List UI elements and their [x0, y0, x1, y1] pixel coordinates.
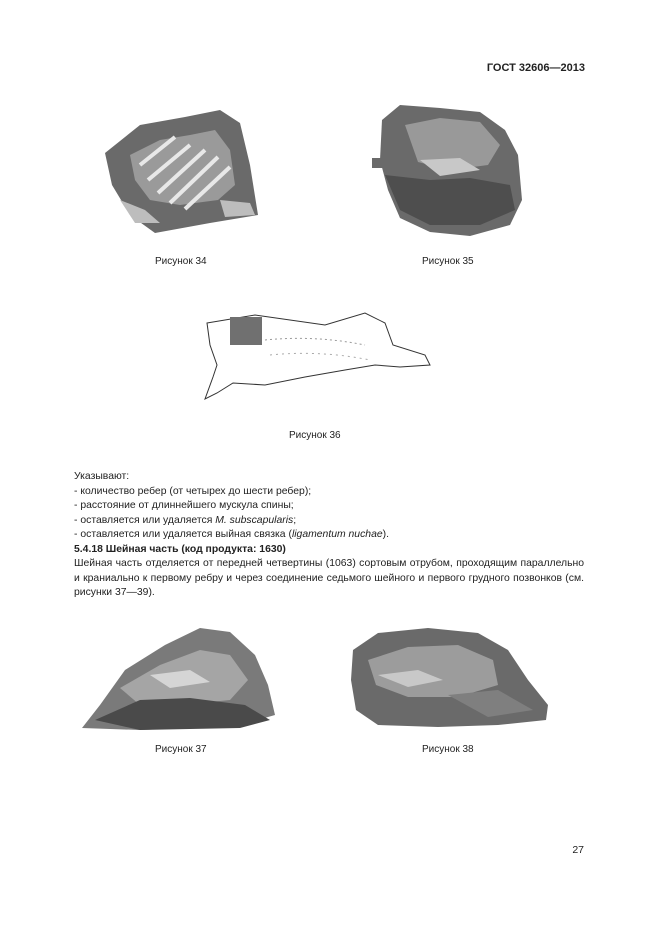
figure-34-caption: Рисунок 34 [155, 256, 207, 267]
list-item: - оставляется или удаляется выйная связка (ligamentum nuchae). [74, 529, 389, 540]
figure-35-caption: Рисунок 35 [422, 256, 474, 267]
figure-36-caption: Рисунок 36 [289, 430, 341, 441]
document-header: ГОСТ 32606—2013 [486, 62, 585, 74]
figure-34-image [100, 105, 265, 240]
list-item: - оставляется или удаляется M. subscapularis; [74, 514, 297, 526]
figure-35-image [370, 100, 525, 240]
figure-36-image [195, 305, 435, 405]
section-paragraph: Шейная часть отделяется от передней четвертины (1063) сортовым отрубом, проходящим параллельно и краниально к первому ребру и через соединение седьмого шейного и первого грудного позвонков (см. рисунки 37—39). [74, 558, 584, 598]
intro-text: Указывают: [74, 471, 130, 482]
figure-37-image [80, 620, 280, 735]
list-item: - расстояние от длиннейшего мускула спины; [74, 500, 294, 511]
body-text [74, 470, 584, 601]
figure-38-caption: Рисунок 38 [422, 744, 474, 755]
figure-38-image [348, 625, 553, 735]
list-item: - количество ребер (от четырех до шести ребер); [74, 485, 312, 497]
figure-37-caption: Рисунок 37 [155, 744, 207, 755]
section-title: 5.4.18 Шейная часть (код продукта: 1630) [74, 543, 286, 555]
page-number: 27 [572, 844, 584, 856]
